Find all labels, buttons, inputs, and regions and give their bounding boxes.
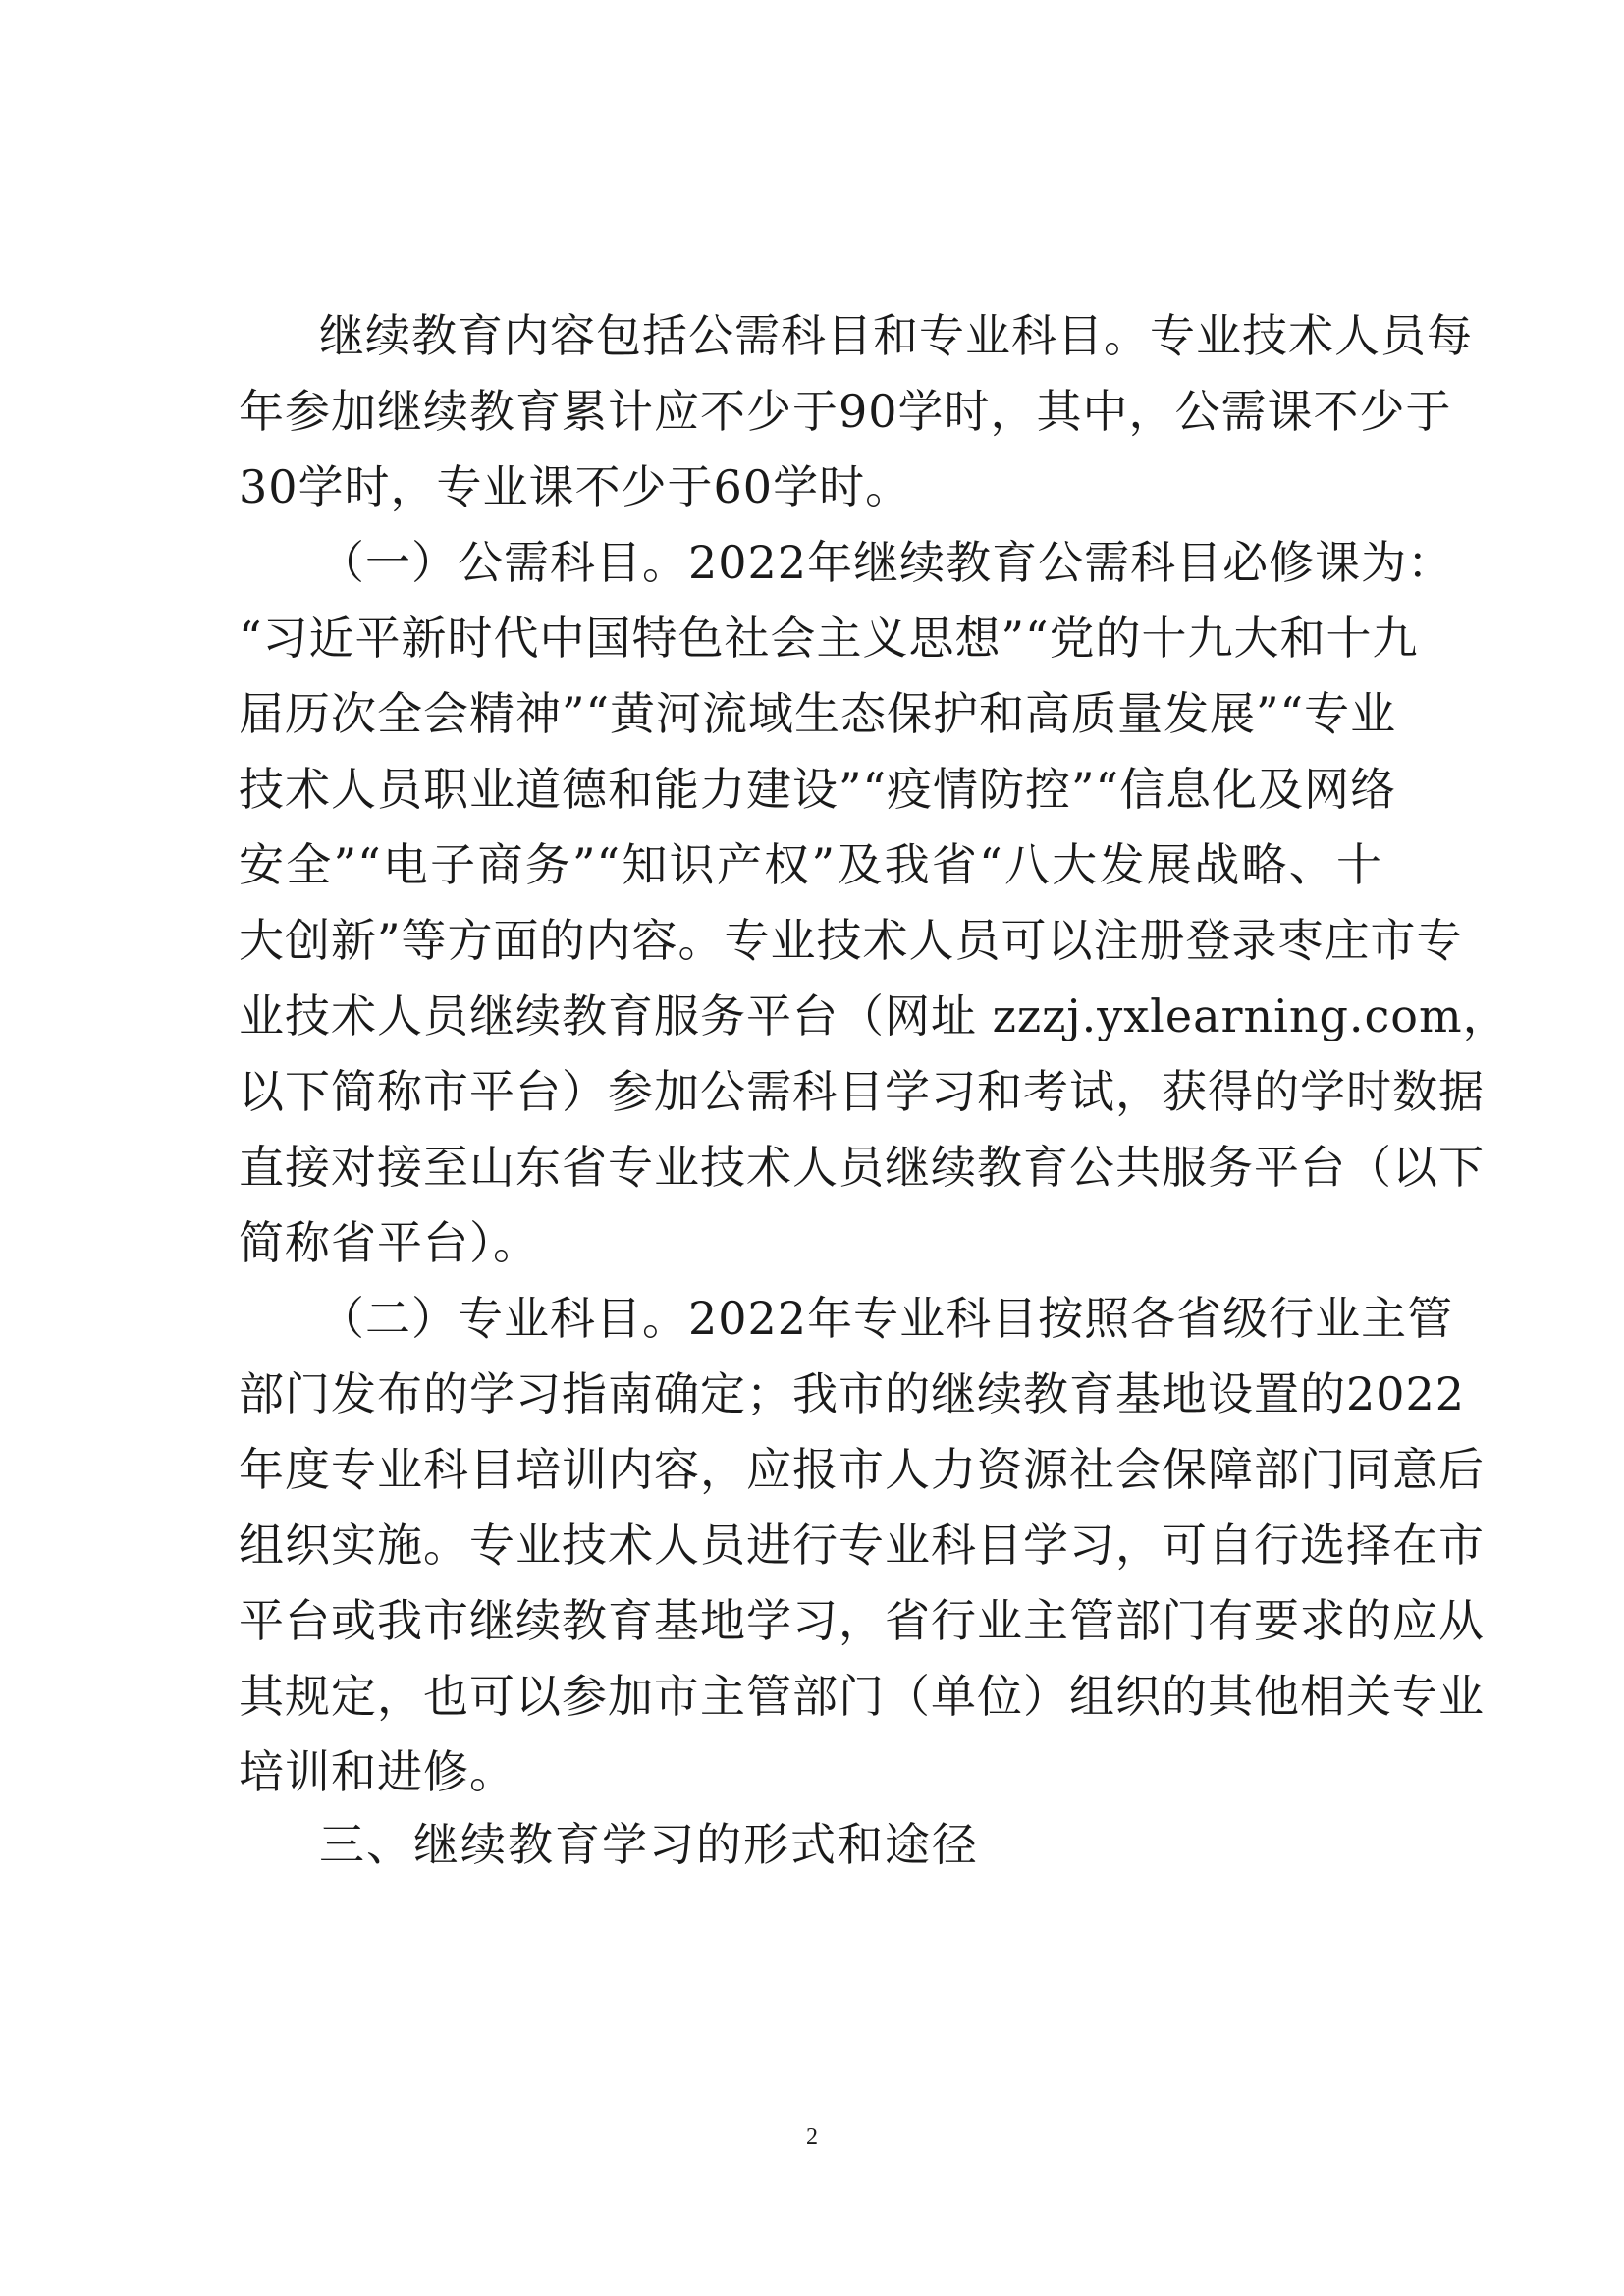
paragraph-2-line-10: 简称省平台）。 bbox=[239, 1216, 539, 1269]
page-number: 2 bbox=[806, 2124, 818, 2150]
paragraph-3-line-5: 平台或我市继续教育基地学习，省行业主管部门有要求的应从 bbox=[239, 1594, 1485, 1647]
paragraph-1-line-3: 30学时，专业课不少于60学时。 bbox=[239, 460, 912, 513]
paragraph-2-line-3: 届历次全会精神”“黄河流域生态保护和高质量发展”“专业 bbox=[239, 687, 1397, 740]
paragraph-2-line-6: 大创新”等方面的内容。专业技术人员可以注册登录枣庄市专 bbox=[239, 914, 1463, 967]
paragraph-3-line-4: 组织实施。专业技术人员进行专业科目学习，可自行选择在市 bbox=[239, 1519, 1485, 1572]
paragraph-2-line-7: 业技术人员继续教育服务平台（网址 zzzj.yxlearning.com， bbox=[239, 989, 1509, 1042]
paragraph-3-line-2: 部门发布的学习指南确定；我市的继续教育基地设置的2022 bbox=[239, 1367, 1466, 1420]
paragraph-2-line-2: “习近平新时代中国特色社会主义思想”“党的十九大和十九 bbox=[239, 612, 1419, 665]
paragraph-2-line-9: 直接对接至山东省专业技术人员继续教育公共服务平台（以下 bbox=[239, 1141, 1485, 1194]
paragraph-2-line-8: 以下简称市平台）参加公需科目学习和考试，获得的学时数据 bbox=[239, 1065, 1485, 1118]
paragraph-3-line-7: 培训和进修。 bbox=[239, 1745, 515, 1798]
paragraph-2-line-5: 安全”“电子商务”“知识产权”及我省“八大发展战略、十 bbox=[239, 838, 1382, 891]
paragraph-3-line-6: 其规定，也可以参加市主管部门（单位）组织的其他相关专业 bbox=[239, 1670, 1485, 1723]
section-heading: 三、继续教育学习的形式和途径 bbox=[319, 1818, 979, 1871]
paragraph-1-line-1: 继续教育内容包括公需科目和专业科目。专业技术人员每 bbox=[319, 309, 1473, 362]
paragraph-3-line-1: （二）专业科目。2022年专业科目按照各省级行业主管 bbox=[319, 1292, 1454, 1345]
paragraph-2-line-1: （一）公需科目。2022年继续教育公需科目必修课为： bbox=[319, 536, 1454, 589]
paragraph-1-line-2: 年参加继续教育累计应不少于90学时，其中，公需课不少于 bbox=[239, 385, 1452, 438]
paragraph-3-line-3: 年度专业科目培训内容，应报市人力资源社会保障部门同意后 bbox=[239, 1443, 1485, 1496]
paragraph-2-line-4: 技术人员职业道德和能力建设”“疫情防控”“信息化及网络 bbox=[239, 763, 1397, 816]
